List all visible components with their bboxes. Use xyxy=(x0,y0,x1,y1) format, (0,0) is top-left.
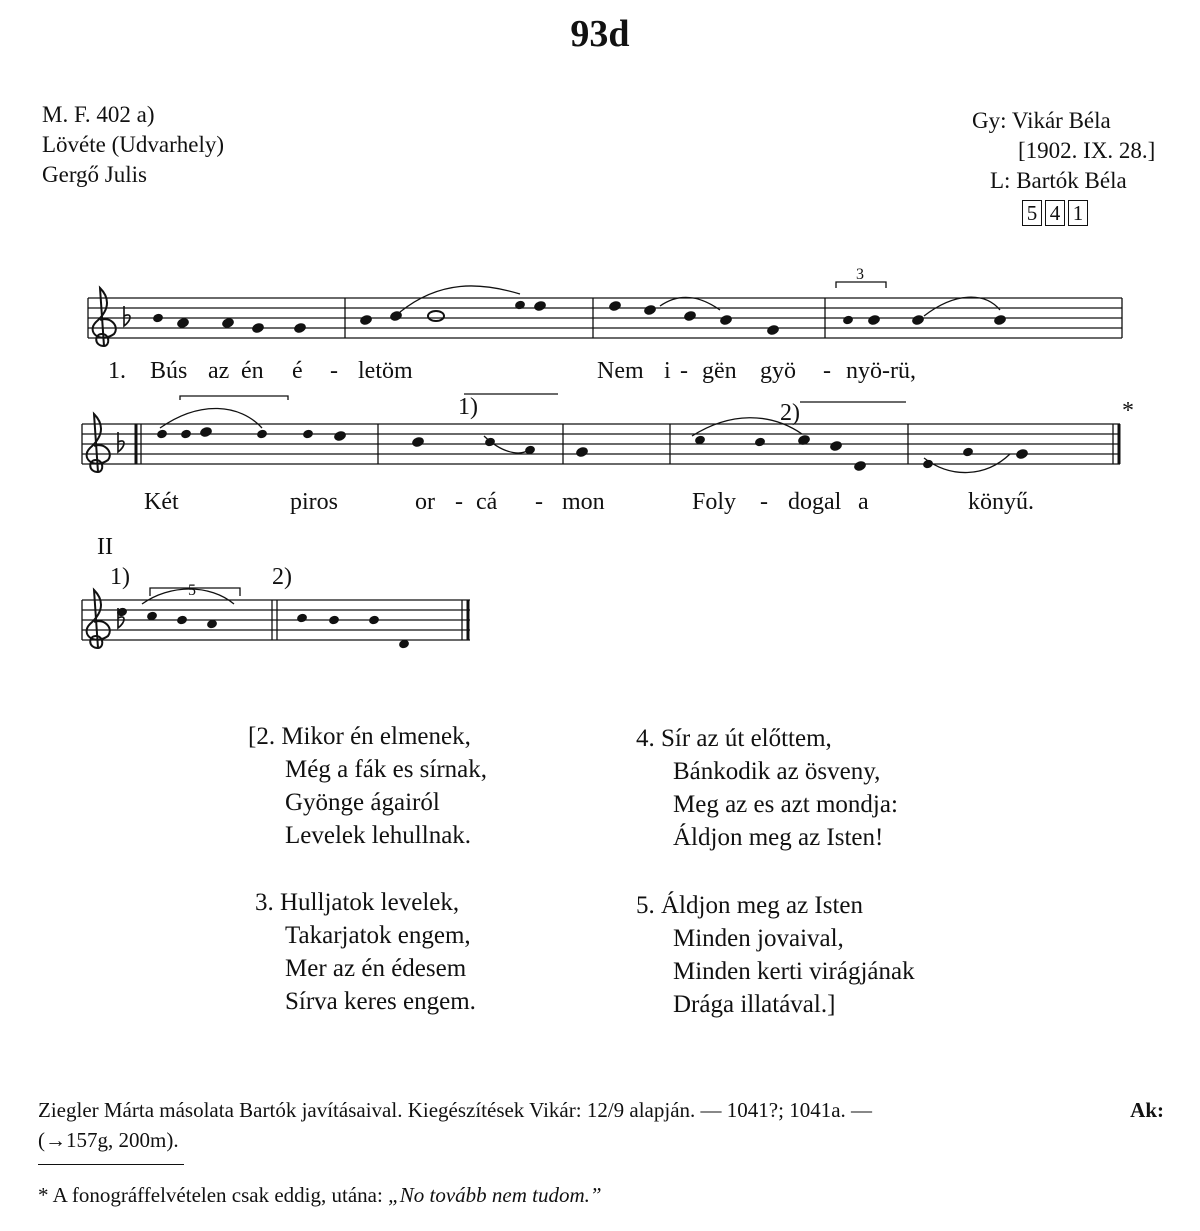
archive-number: M. F. 402 a) xyxy=(42,102,155,127)
verse-line: Takarjatok engem, xyxy=(285,922,471,949)
lyric-syllable: könyű. xyxy=(968,489,1034,515)
asterisk-footnote xyxy=(38,1180,602,1210)
verse-line: 5. Áldjon meg az Isten xyxy=(636,892,864,919)
asterisk-footnote-text: * A fonográffelvételen csak eddig, utána: xyxy=(38,1183,383,1207)
ties-line1 xyxy=(400,286,1000,316)
lyric-syllable: az xyxy=(208,358,230,384)
code-box: 4 xyxy=(1045,200,1065,226)
verse-line: Sírva keres engem. xyxy=(285,988,476,1015)
section-2-marker: II xyxy=(97,534,113,560)
collector: Gy: Vikár Béla xyxy=(972,108,1111,133)
editorial-note-text: Ziegler Márta másolata Bartók javításaival. Kiegészítések Vikár: 12/9 alapján. — 1041?; 1041a. — xyxy=(38,1098,873,1122)
code-box: 5 xyxy=(1022,200,1042,226)
lyric-syllable: piros xyxy=(290,489,338,515)
lyric-syllable: én xyxy=(241,358,264,384)
verse-line: Minden kerti virágjának xyxy=(673,958,915,985)
staff-1 xyxy=(88,298,1122,338)
lyric-syllable: dogal xyxy=(788,489,842,515)
verse-line: Bánkodik az ösveny, xyxy=(673,758,881,785)
lyric-syllable: gyö xyxy=(760,358,796,384)
lyric-syllable: cá xyxy=(476,489,498,515)
alternative-2-marker: 2) xyxy=(272,564,292,590)
verse-4 xyxy=(636,722,898,854)
asterisk-marker: * xyxy=(1122,398,1134,424)
notes-line2 xyxy=(156,426,1029,473)
verse-line: 3. Hulljatok levelek, xyxy=(255,889,460,916)
verse-line: Mer az én édesem xyxy=(285,955,467,982)
verse-line: Drága illatával.] xyxy=(673,991,836,1018)
lyric-syllable: - xyxy=(760,489,768,515)
lyric-syllable: é xyxy=(292,358,303,384)
treble-clef xyxy=(87,288,116,648)
asterisk-footnote-quote: „No tovább nem tudom.” xyxy=(388,1183,602,1207)
quintuplet-marker: 5 xyxy=(188,582,196,599)
verse-2 xyxy=(248,720,487,852)
lyric-syllable: nyö-rü, xyxy=(846,358,916,384)
lyric-syllable: Foly xyxy=(692,489,737,515)
staff-2 xyxy=(82,424,1120,464)
footnote-divider xyxy=(38,1164,184,1165)
staff-3 xyxy=(82,600,470,640)
lyric-syllable: a xyxy=(858,489,869,515)
page-title: 93d xyxy=(570,13,630,55)
verse-3 xyxy=(255,886,476,1018)
code-box: 1 xyxy=(1068,200,1088,226)
transcriber: L: Bartók Béla xyxy=(990,168,1127,193)
lyric-syllable: gën xyxy=(702,358,737,384)
lyric-syllable: 1. xyxy=(108,358,126,384)
verse-line: [2. Mikor én elmenek, xyxy=(248,723,471,750)
lyric-syllable: letöm xyxy=(358,358,413,384)
half-note xyxy=(428,311,444,321)
verse-line: Még a fák es sírnak, xyxy=(285,756,488,783)
lyric-syllable: mon xyxy=(562,489,605,515)
performer: Gergő Julis xyxy=(42,162,147,187)
lyric-syllable: - xyxy=(680,358,688,384)
verse-5 xyxy=(636,889,915,1021)
editorial-note xyxy=(38,1095,1164,1155)
lyric-syllable: i xyxy=(664,358,671,384)
lyric-syllable: Bús xyxy=(150,358,188,384)
verse-line: Meg az es azt mondja: xyxy=(673,791,898,818)
collection-date: [1902. IX. 28.] xyxy=(1018,138,1156,163)
alternative-1-marker: 1) xyxy=(110,564,130,590)
lyric-syllable: - xyxy=(330,358,338,384)
location: Lövéte (Udvarhely) xyxy=(42,132,225,157)
lyric-syllable: - xyxy=(823,358,831,384)
lyric-syllable: or xyxy=(415,489,435,515)
verse-line: Minden jovaival, xyxy=(673,925,844,952)
notes-line3 xyxy=(116,607,410,650)
lyric-syllable: - xyxy=(535,489,543,515)
triplet-marker: 3 xyxy=(856,266,864,283)
verse-line: Gyönge ágairól xyxy=(285,789,440,816)
lyric-syllable: Két xyxy=(144,489,179,515)
verse-line: Levelek lehullnak. xyxy=(285,822,472,849)
editorial-note-reference: (→157g, 200m). xyxy=(38,1128,179,1152)
variant-1-marker: 1) xyxy=(458,394,478,420)
editorial-note-ak: Ak: xyxy=(1130,1098,1164,1122)
verse-line: Áldjon meg az Isten! xyxy=(673,824,884,851)
lyric-syllable: - xyxy=(455,489,463,515)
lyric-syllable: Nem xyxy=(597,358,644,384)
ties-line2 xyxy=(160,408,1010,472)
variant-2-marker: 2) xyxy=(780,400,800,426)
verse-line: 4. Sír az út előttem, xyxy=(636,725,832,752)
